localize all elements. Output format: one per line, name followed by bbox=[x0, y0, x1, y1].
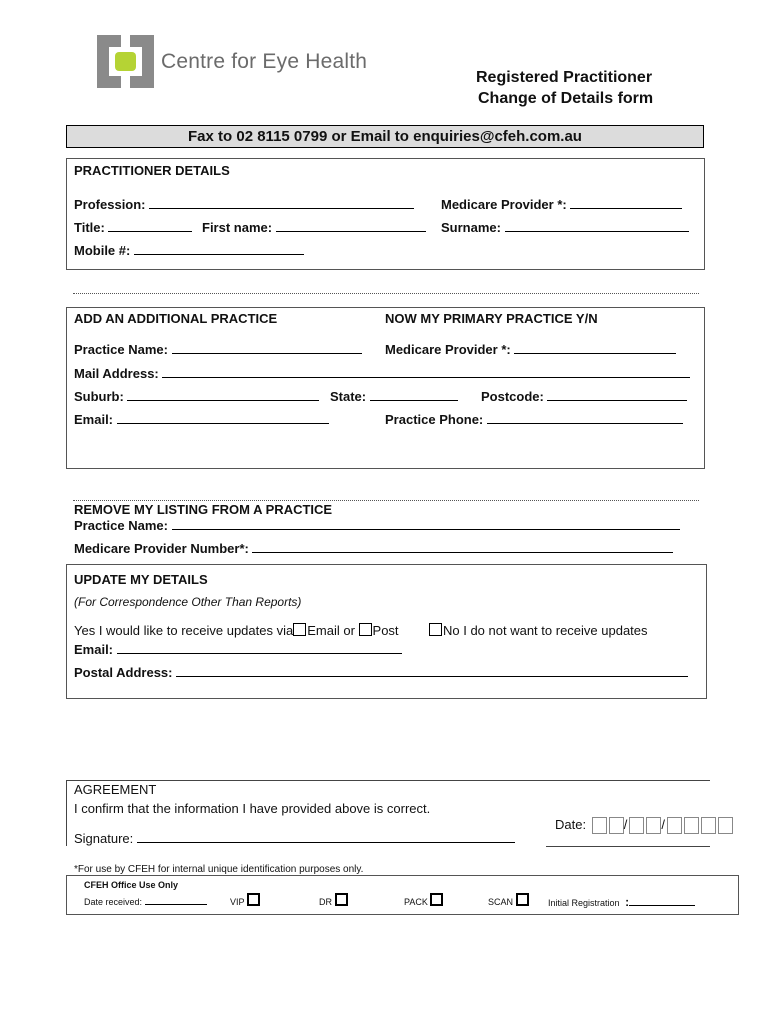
mail-address-label: Mail Address: bbox=[74, 366, 159, 381]
suburb-field[interactable] bbox=[74, 389, 319, 404]
email-checkbox[interactable] bbox=[293, 623, 306, 636]
date-year-box[interactable] bbox=[718, 817, 733, 834]
mobile-label: Mobile #: bbox=[74, 243, 131, 258]
pack-checkbox[interactable] bbox=[430, 893, 443, 906]
scan-label: SCAN bbox=[488, 897, 514, 907]
practice-medicare-label: Medicare Provider *: bbox=[385, 342, 511, 357]
first-name-field[interactable] bbox=[202, 220, 426, 235]
title-field[interactable] bbox=[74, 220, 192, 235]
office-use-heading: CFEH Office Use Only bbox=[84, 880, 179, 890]
mobile-field[interactable] bbox=[74, 243, 304, 258]
date-month-box[interactable] bbox=[646, 817, 661, 834]
state-field[interactable] bbox=[330, 389, 458, 404]
remove-practice-name-field[interactable] bbox=[74, 518, 680, 533]
suburb-label: Suburb: bbox=[74, 389, 124, 404]
date-field[interactable] bbox=[555, 817, 733, 834]
dr-checkbox[interactable] bbox=[335, 893, 348, 906]
vip-checkbox[interactable] bbox=[247, 893, 260, 906]
title-label: Title: bbox=[74, 220, 105, 235]
office-footnote: *For use by CFEH for internal unique identification purposes only. bbox=[74, 864, 364, 875]
no-updates-option bbox=[429, 623, 648, 638]
scan-option bbox=[488, 893, 530, 907]
surname-label: Surname: bbox=[441, 220, 501, 235]
medicare-provider-label: Medicare Provider *: bbox=[441, 197, 567, 212]
remove-practice-name-label: Practice Name: bbox=[74, 518, 168, 533]
date-year-box[interactable] bbox=[667, 817, 682, 834]
practice-name-label: Practice Name: bbox=[74, 342, 168, 357]
form-title-line2: Change of Details form bbox=[478, 90, 654, 107]
pack-label: PACK bbox=[404, 897, 428, 907]
email-option-label: Email or bbox=[307, 623, 355, 638]
update-preference-row bbox=[74, 623, 399, 638]
cfeh-logo-icon bbox=[97, 35, 154, 88]
date-day-box[interactable] bbox=[592, 817, 607, 834]
date-month-box[interactable] bbox=[629, 817, 644, 834]
date-received-label: Date received: bbox=[84, 897, 143, 907]
divider-dotted bbox=[73, 293, 699, 294]
initial-registration-field[interactable] bbox=[548, 895, 695, 909]
practice-medicare-field[interactable] bbox=[385, 342, 676, 357]
post-option-label: Post bbox=[372, 623, 399, 638]
date-received-field[interactable] bbox=[84, 895, 207, 907]
scan-checkbox[interactable] bbox=[516, 893, 529, 906]
postcode-field[interactable] bbox=[481, 389, 687, 404]
agreement-statement: I confirm that the information I have provided above is correct. bbox=[74, 801, 431, 816]
form-title-line1: Registered Practitioner bbox=[476, 69, 653, 86]
remove-medicare-number-field[interactable] bbox=[74, 541, 673, 556]
profession-field[interactable] bbox=[74, 197, 414, 212]
date-separator: / bbox=[623, 817, 628, 832]
additional-practice-box bbox=[66, 307, 705, 469]
date-year-box[interactable] bbox=[684, 817, 699, 834]
signature-label: Signature: bbox=[74, 831, 134, 846]
date-underline bbox=[546, 846, 710, 847]
fax-email-banner: Fax to 02 8115 0799 or Email to enquiries@cfeh.com.au bbox=[66, 125, 704, 148]
signature-field[interactable] bbox=[74, 831, 515, 846]
postal-address-field[interactable] bbox=[74, 665, 688, 680]
postal-address-label: Postal Address: bbox=[74, 665, 173, 680]
agreement-heading: AGREEMENT bbox=[74, 782, 157, 797]
date-separator: / bbox=[661, 817, 665, 832]
practice-name-field[interactable] bbox=[74, 342, 362, 357]
dr-option bbox=[319, 893, 349, 907]
mail-address-field[interactable] bbox=[74, 366, 690, 381]
remove-medicare-number-label: Medicare Provider Number*: bbox=[74, 541, 249, 556]
update-details-heading: UPDATE MY DETAILS bbox=[74, 572, 208, 587]
additional-practice-heading: ADD AN ADDITIONAL PRACTICE bbox=[74, 311, 278, 326]
primary-practice-yn[interactable]: NOW MY PRIMARY PRACTICE Y/N bbox=[385, 311, 598, 326]
practice-email-label: Email: bbox=[74, 412, 114, 427]
vip-option bbox=[230, 893, 261, 907]
initial-registration-label: Initial Registration bbox=[548, 898, 620, 908]
date-day-box[interactable] bbox=[609, 817, 624, 834]
date-year-box[interactable] bbox=[701, 817, 716, 834]
update-details-note: (For Correspondence Other Than Reports) bbox=[74, 595, 302, 609]
vip-label: VIP bbox=[230, 897, 245, 907]
no-updates-label: No I do not want to receive updates bbox=[443, 623, 648, 638]
practice-phone-label: Practice Phone: bbox=[385, 412, 484, 427]
no-updates-checkbox[interactable] bbox=[429, 623, 442, 636]
dr-label: DR bbox=[319, 897, 332, 907]
practice-email-field[interactable] bbox=[74, 412, 329, 427]
update-email-label: Email: bbox=[74, 642, 114, 657]
first-name-label: First name: bbox=[202, 220, 273, 235]
practitioner-heading: PRACTITIONER DETAILS bbox=[74, 163, 230, 178]
logo-text: Centre for Eye Health bbox=[161, 50, 368, 73]
date-label: Date: bbox=[555, 817, 587, 832]
agreement-top-rule bbox=[66, 780, 710, 781]
yes-updates-label: Yes I would like to receive updates via bbox=[74, 623, 294, 638]
agreement-left-rule bbox=[66, 780, 67, 846]
practice-phone-field[interactable] bbox=[385, 412, 683, 427]
remove-listing-heading: REMOVE MY LISTING FROM A PRACTICE bbox=[74, 502, 333, 517]
medicare-provider-field[interactable] bbox=[441, 197, 682, 212]
post-checkbox[interactable] bbox=[359, 623, 372, 636]
update-email-field[interactable] bbox=[74, 642, 402, 657]
divider-dotted bbox=[73, 500, 699, 501]
surname-field[interactable] bbox=[441, 220, 689, 235]
pack-option bbox=[404, 893, 444, 907]
state-label: State: bbox=[330, 389, 367, 404]
initial-registration-colon: : bbox=[625, 895, 630, 909]
profession-label: Profession: bbox=[74, 197, 146, 212]
postcode-label: Postcode: bbox=[481, 389, 544, 404]
